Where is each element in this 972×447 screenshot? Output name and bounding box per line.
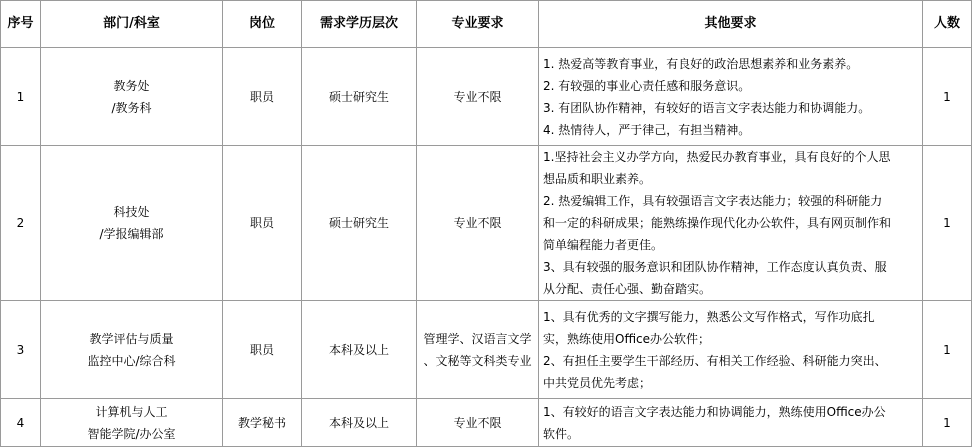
dept-line: 监控中心/综合科 (87, 353, 176, 368)
cell-dept (41, 399, 223, 447)
other-line: 4. 热情待人，严于律己，有担当精神。 (543, 122, 751, 137)
cell-other (539, 146, 923, 301)
cell-edu: 本科及以上 (302, 399, 417, 447)
cell-count: 1 (923, 301, 972, 399)
other-line: 简单编程能力者更佳。 (543, 238, 664, 252)
cell-major (417, 146, 539, 301)
cell-no: 4 (1, 399, 41, 447)
cell-no: 2 (1, 146, 41, 301)
cell-count: 1 (923, 146, 972, 301)
cell-post: 职员 (223, 48, 302, 146)
cell-post: 职员 (223, 146, 302, 301)
cell-no: 3 (1, 301, 41, 399)
cell-other (539, 48, 923, 146)
header-major: 专业要求 (417, 1, 539, 48)
cell-dept (41, 48, 223, 146)
cell-dept (41, 301, 223, 399)
dept-line: /学报编辑部 (99, 227, 164, 241)
other-line: 1、有较好的语言文字表达能力和协调能力，熟练使用Office办公 (543, 404, 886, 419)
dept-line: 教务处 (113, 78, 150, 93)
other-line: 3、具有较强的服务意识和团队协作精神，工作态度认真负责、服 (543, 260, 887, 274)
dept-line: 科技处 (113, 205, 150, 219)
other-line: 1. 热爱高等教育事业，有良好的政治思想素养和业务素养。 (543, 56, 859, 71)
other-line: 1、具有优秀的文字撰写能力，熟悉公文写作格式，写作功底扎 (543, 309, 875, 324)
other-line: 软件。 (543, 426, 580, 441)
other-line: 想品质和职业素养。 (543, 172, 652, 186)
cell-edu: 本科及以上 (302, 301, 417, 399)
table-row (1, 146, 972, 301)
cell-post: 教学秘书 (223, 399, 302, 447)
cell-other (539, 301, 923, 399)
other-line: 2. 热爱编辑工作，具有较强语言文字表达能力；较强的科研能力 (543, 194, 883, 208)
header-other: 其他要求 (539, 1, 923, 48)
cell-post: 职员 (223, 301, 302, 399)
other-line: 中共党员优先考虑； (543, 375, 652, 390)
cell-no: 1 (1, 48, 41, 146)
cell-count: 1 (923, 48, 972, 146)
other-line: 和一定的科研成果；能熟练操作现代化办公软件，具有网页制作和 (543, 216, 892, 230)
header-edu: 需求学历层次 (302, 1, 417, 48)
dept-line: 智能学院/办公室 (87, 426, 176, 441)
cell-major (417, 48, 539, 146)
header-no: 序号 (1, 1, 41, 48)
dept-line: /教务科 (111, 100, 152, 115)
major-line: 、文秘等文科类专业 (423, 353, 532, 368)
major-line: 专业不限 (453, 89, 502, 104)
header-dept: 部门/科室 (41, 1, 223, 48)
table-row (1, 399, 972, 447)
cell-edu: 硕士研究生 (302, 146, 417, 301)
header-post: 岗位 (223, 1, 302, 48)
major-line: 专业不限 (453, 216, 502, 230)
major-line: 管理学、汉语言文学 (423, 331, 532, 346)
other-line: 2、有担任主要学生干部经历、有相关工作经验、科研能力突出、 (543, 353, 887, 368)
dept-line: 计算机与人工 (95, 404, 168, 419)
cell-other (539, 399, 923, 447)
header-row (1, 1, 972, 48)
dept-line: 教学评估与质量 (89, 331, 174, 346)
cell-major (417, 301, 539, 399)
cell-edu: 硕士研究生 (302, 48, 417, 146)
cell-major (417, 399, 539, 447)
cell-count: 1 (923, 399, 972, 447)
table-row (1, 301, 972, 399)
other-line: 1.坚持社会主义办学方向，热爱民办教育事业，具有良好的个人思 (543, 150, 891, 164)
other-line: 3. 有团队协作精神，有较好的语言文字表达能力和协调能力。 (543, 100, 871, 115)
cell-dept (41, 146, 223, 301)
other-line: 从分配、责任心强、勤奋踏实。 (543, 282, 712, 296)
other-line: 2. 有较强的事业心责任感和服务意识。 (543, 78, 751, 93)
header-count: 人数 (923, 1, 972, 48)
major-line: 专业不限 (453, 415, 502, 430)
other-line: 实，熟练使用Office办公软件； (543, 331, 711, 346)
table-row (1, 48, 972, 146)
